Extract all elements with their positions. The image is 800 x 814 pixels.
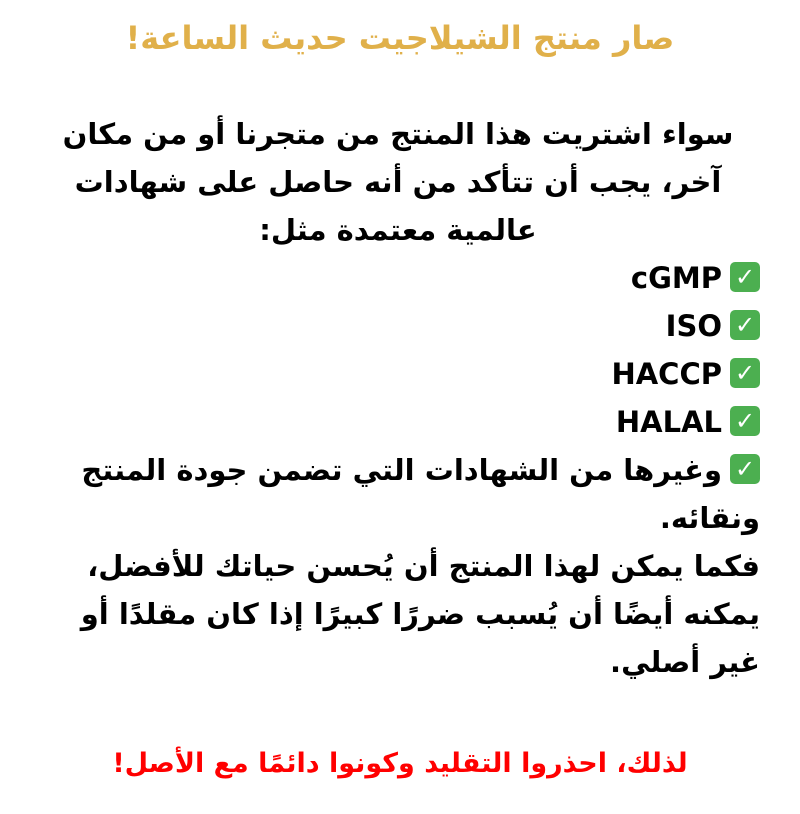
warning-paragraph: فكما يمكن لهذا المنتج أن يُحسن حياتك للأفضل، يمكنه أيضًا أن يُسبب ضررًا كبيرًا إذا كان مقلدًا أو غير أصلي. [80,549,760,679]
page-title: صار منتج الشيلاجيت حديث الساعة! [125,19,675,57]
other-certs-text: وغيرها من الشهادات التي تضمن جودة المنتج ونقائه. [81,453,760,535]
cert-label: HALAL [615,405,722,439]
body-content [36,110,760,686]
intro-text: سواء اشتريت هذا المنتج من متجرنا أو من مكان آخر، يجب أن تتأكد من أنه حاصل على شهادات عالمية معتمدة مثل: [62,117,734,247]
cert-item-haccp [36,350,760,398]
cert-item-others [36,446,760,542]
certification-list [36,254,760,542]
cert-label: HACCP [611,357,722,391]
check-mark-icon: ✓ [730,454,760,484]
check-mark-icon: ✓ [730,262,760,292]
check-mark-icon: ✓ [730,310,760,340]
cert-item-halal [36,398,760,446]
check-mark-icon: ✓ [730,406,760,436]
closing-warning: لذلك، احذروا التقليد وكونوا دائمًا مع الأصل! [112,748,688,779]
cert-item-iso [36,302,760,350]
cert-item-cgmp [36,254,760,302]
cert-label: cGMP [630,261,722,295]
check-mark-icon: ✓ [730,358,760,388]
cert-label: ISO [665,309,722,343]
